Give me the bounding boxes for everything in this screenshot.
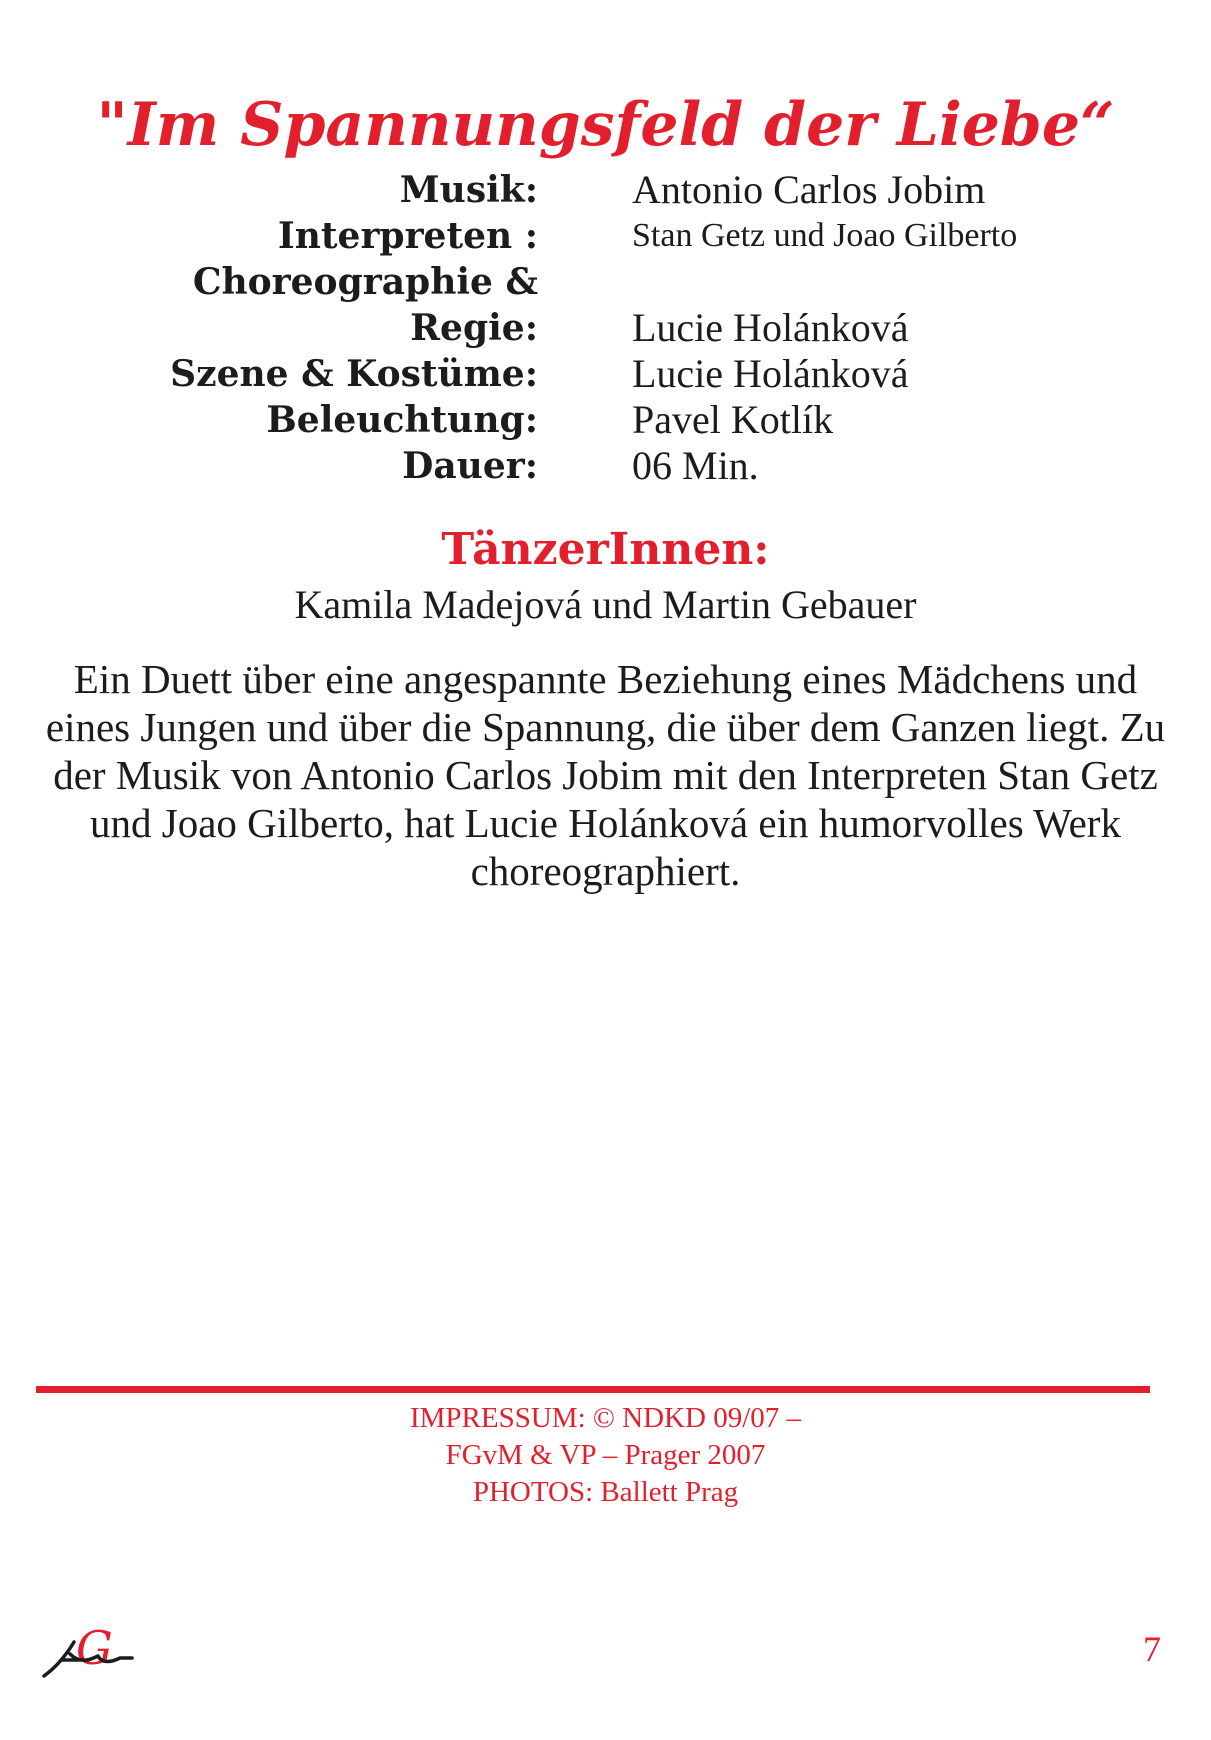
credit-label: Interpreten : [277, 215, 538, 257]
credit-row-musik [0, 167, 1211, 213]
credit-row-szene-kostueme [0, 351, 1211, 397]
impressum-line: PHOTOS: Ballett Prag [472, 1476, 739, 1508]
credit-label: Regie: [410, 307, 538, 349]
logo-letter: G [76, 1621, 113, 1675]
footer-divider [36, 1386, 1150, 1393]
page-number: 7 [1143, 1629, 1161, 1669]
credit-label: Musik: [399, 169, 538, 211]
credit-label: Dauer: [402, 445, 538, 487]
impressum-line: FGvM & VP – Prager 2007 [445, 1439, 766, 1471]
impressum [0, 1400, 1211, 1511]
page-title: "Im Spannungsfeld der Liebe“ [96, 90, 1115, 160]
description-paragraph: Ein Duett über eine angespannte Beziehung eines Mädchens und eines Jungen und über die Spannung, die über dem Ganzen liegt. Zu der Musik von Antonio Carlos Jobim mit den Interpreten Stan Getz und Joao Gilberto, hat Lucie Holánková ein humorvolles Werk choreographiert. [45, 656, 1166, 894]
credit-value: Lucie Holánková [632, 351, 909, 396]
dancers-names: Kamila Madejová und Martin Gebauer [294, 582, 917, 627]
credit-row-interpreten [0, 213, 1211, 259]
credit-label: Choreographie & [192, 261, 538, 303]
credit-row-choreographie [0, 259, 1211, 305]
credit-row-regie [0, 305, 1211, 351]
credits-list [0, 167, 1211, 489]
credit-row-beleuchtung [0, 397, 1211, 443]
credit-label: Beleuchtung: [266, 399, 538, 441]
credit-value: Antonio Carlos Jobim [632, 167, 986, 212]
credit-value: Stan Getz und Joao Gilberto [632, 217, 1018, 254]
fgvm-monogram-logo-icon [40, 1620, 140, 1680]
credit-value: Lucie Holánková [632, 305, 909, 350]
credit-value: Pavel Kotlík [632, 397, 834, 442]
credit-row-dauer [0, 443, 1211, 489]
credit-label: Szene & Kostüme: [170, 353, 538, 395]
impressum-line: IMPRESSUM: © NDKD 09/07 – [409, 1402, 802, 1434]
credit-value: 06 Min. [632, 443, 759, 488]
dancers-heading: TänzerInnen: [441, 524, 770, 575]
